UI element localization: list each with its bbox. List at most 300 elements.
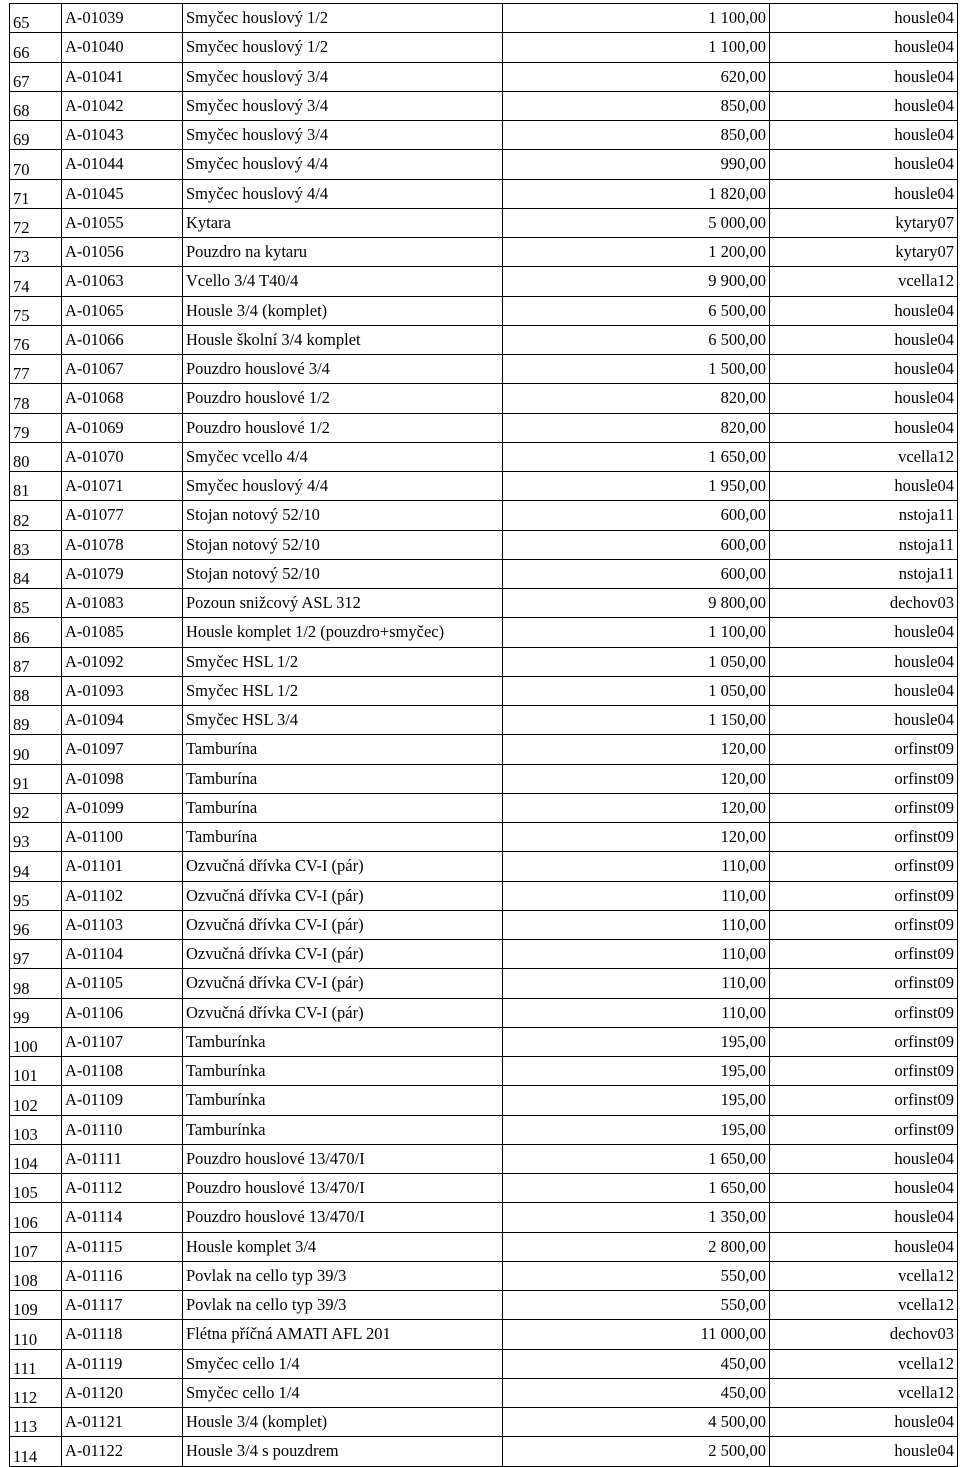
item-code-cell: A-01093: [62, 676, 183, 705]
table-row: [10, 91, 958, 120]
item-code-cell: A-01083: [62, 589, 183, 618]
item-name-cell: Ozvučná dřívka CV-I (pár): [183, 852, 503, 881]
item-code-cell: A-01043: [62, 121, 183, 150]
row-number-cell: 82: [10, 501, 62, 530]
category-cell: orfinst09: [770, 735, 958, 764]
item-name-cell: Pozoun snižcový ASL 312: [183, 589, 503, 618]
table-row: [10, 1261, 958, 1290]
item-name-cell: Smyčec vcello 4/4: [183, 442, 503, 471]
item-name-cell: Tamburína: [183, 764, 503, 793]
item-name-cell: Smyčec cello 1/4: [183, 1349, 503, 1378]
row-number-cell: 68: [10, 91, 62, 120]
item-name-cell: Tamburínka: [183, 1027, 503, 1056]
item-name-cell: Housle komplet 1/2 (pouzdro+smyčec): [183, 618, 503, 647]
category-cell: orfinst09: [770, 793, 958, 822]
price-cell: 120,00: [503, 764, 770, 793]
table-row: [10, 179, 958, 208]
row-number-cell: 105: [10, 1174, 62, 1203]
category-cell: housle04: [770, 618, 958, 647]
item-name-cell: Ozvučná dřívka CV-I (pár): [183, 998, 503, 1027]
table-row: [10, 1027, 958, 1056]
item-name-cell: Pouzdro houslové 13/470/I: [183, 1144, 503, 1173]
row-number-cell: 66: [10, 33, 62, 62]
row-number-cell: 87: [10, 647, 62, 676]
category-cell: housle04: [770, 1174, 958, 1203]
category-cell: vcella12: [770, 1378, 958, 1407]
table-row: [10, 355, 958, 384]
item-name-cell: Kytara: [183, 208, 503, 237]
row-number-cell: 113: [10, 1408, 62, 1437]
category-cell: orfinst09: [770, 764, 958, 793]
table-row: [10, 998, 958, 1027]
item-code-cell: A-01067: [62, 355, 183, 384]
item-code-cell: A-01079: [62, 559, 183, 588]
category-cell: housle04: [770, 62, 958, 91]
item-name-cell: Smyčec houslový 4/4: [183, 150, 503, 179]
row-number-cell: 96: [10, 910, 62, 939]
category-cell: orfinst09: [770, 881, 958, 910]
price-cell: 1 100,00: [503, 618, 770, 647]
item-name-cell: Smyčec houslový 4/4: [183, 179, 503, 208]
item-name-cell: Housle komplet 3/4: [183, 1232, 503, 1261]
price-cell: 120,00: [503, 793, 770, 822]
item-code-cell: A-01103: [62, 910, 183, 939]
item-name-cell: Tamburínka: [183, 1115, 503, 1144]
category-cell: housle04: [770, 1232, 958, 1261]
item-name-cell: Tamburínka: [183, 1057, 503, 1086]
item-name-cell: Povlak na cello typ 39/3: [183, 1291, 503, 1320]
category-cell: housle04: [770, 33, 958, 62]
category-cell: nstoja11: [770, 501, 958, 530]
price-cell: 2 500,00: [503, 1437, 770, 1466]
table-row: [10, 1378, 958, 1407]
item-name-cell: Smyčec HSL 3/4: [183, 706, 503, 735]
item-name-cell: Smyčec HSL 1/2: [183, 647, 503, 676]
item-code-cell: A-01040: [62, 33, 183, 62]
table-row: [10, 676, 958, 705]
item-code-cell: A-01045: [62, 179, 183, 208]
category-cell: orfinst09: [770, 940, 958, 969]
price-cell: 110,00: [503, 969, 770, 998]
row-number-cell: 95: [10, 881, 62, 910]
item-code-cell: A-01099: [62, 793, 183, 822]
table-row: [10, 764, 958, 793]
price-cell: 2 800,00: [503, 1232, 770, 1261]
item-name-cell: Tamburína: [183, 735, 503, 764]
price-cell: 110,00: [503, 998, 770, 1027]
item-name-cell: Povlak na cello typ 39/3: [183, 1261, 503, 1290]
item-name-cell: Tamburínka: [183, 1086, 503, 1115]
category-cell: orfinst09: [770, 998, 958, 1027]
item-name-cell: Flétna příčná AMATI AFL 201: [183, 1320, 503, 1349]
price-cell: 1 100,00: [503, 33, 770, 62]
row-number-cell: 107: [10, 1232, 62, 1261]
category-cell: vcella12: [770, 1291, 958, 1320]
row-number-cell: 72: [10, 208, 62, 237]
price-cell: 1 100,00: [503, 4, 770, 33]
row-number-cell: 98: [10, 969, 62, 998]
row-number-cell: 109: [10, 1291, 62, 1320]
category-cell: orfinst09: [770, 1086, 958, 1115]
row-number-cell: 65: [10, 4, 62, 33]
item-name-cell: Housle 3/4 s pouzdrem: [183, 1437, 503, 1466]
item-code-cell: A-01109: [62, 1086, 183, 1115]
item-name-cell: Stojan notový 52/10: [183, 530, 503, 559]
item-code-cell: A-01070: [62, 442, 183, 471]
table-row: [10, 852, 958, 881]
item-name-cell: Smyčec houslový 1/2: [183, 33, 503, 62]
table-row: [10, 1174, 958, 1203]
table-row: [10, 1320, 958, 1349]
item-name-cell: Smyčec HSL 1/2: [183, 676, 503, 705]
item-code-cell: A-01117: [62, 1291, 183, 1320]
table-row: [10, 208, 958, 237]
item-code-cell: A-01077: [62, 501, 183, 530]
category-cell: housle04: [770, 1203, 958, 1232]
row-number-cell: 89: [10, 706, 62, 735]
price-cell: 9 900,00: [503, 267, 770, 296]
item-code-cell: A-01055: [62, 208, 183, 237]
price-cell: 450,00: [503, 1378, 770, 1407]
category-cell: housle04: [770, 472, 958, 501]
table-row: [10, 150, 958, 179]
row-number-cell: 85: [10, 589, 62, 618]
row-number-cell: 88: [10, 676, 62, 705]
table-row: [10, 940, 958, 969]
row-number-cell: 112: [10, 1378, 62, 1407]
row-number-cell: 73: [10, 238, 62, 267]
table-row: [10, 735, 958, 764]
table-row: [10, 62, 958, 91]
item-code-cell: A-01056: [62, 238, 183, 267]
table-row: [10, 1115, 958, 1144]
category-cell: vcella12: [770, 1349, 958, 1378]
item-name-cell: Ozvučná dřívka CV-I (pár): [183, 969, 503, 998]
table-row: [10, 121, 958, 150]
item-name-cell: Pouzdro na kytaru: [183, 238, 503, 267]
item-name-cell: Smyčec houslový 3/4: [183, 121, 503, 150]
row-number-cell: 77: [10, 355, 62, 384]
row-number-cell: 103: [10, 1115, 62, 1144]
category-cell: orfinst09: [770, 823, 958, 852]
category-cell: housle04: [770, 1437, 958, 1466]
item-name-cell: Ozvučná dřívka CV-I (pár): [183, 881, 503, 910]
item-code-cell: A-01100: [62, 823, 183, 852]
table-row: [10, 1144, 958, 1173]
row-number-cell: 84: [10, 559, 62, 588]
item-code-cell: A-01108: [62, 1057, 183, 1086]
item-code-cell: A-01105: [62, 969, 183, 998]
table-row: [10, 647, 958, 676]
category-cell: housle04: [770, 4, 958, 33]
row-number-cell: 79: [10, 413, 62, 442]
category-cell: vcella12: [770, 267, 958, 296]
item-name-cell: Smyčec houslový 4/4: [183, 472, 503, 501]
price-cell: 1 200,00: [503, 238, 770, 267]
table-row: [10, 1232, 958, 1261]
row-number-cell: 70: [10, 150, 62, 179]
category-cell: dechov03: [770, 1320, 958, 1349]
table-row: [10, 910, 958, 939]
item-name-cell: Vcello 3/4 T40/4: [183, 267, 503, 296]
row-number-cell: 110: [10, 1320, 62, 1349]
item-code-cell: A-01115: [62, 1232, 183, 1261]
price-cell: 195,00: [503, 1086, 770, 1115]
price-cell: 4 500,00: [503, 1408, 770, 1437]
item-name-cell: Pouzdro houslové 13/470/I: [183, 1203, 503, 1232]
category-cell: nstoja11: [770, 559, 958, 588]
item-code-cell: A-01094: [62, 706, 183, 735]
price-cell: 600,00: [503, 530, 770, 559]
item-code-cell: A-01063: [62, 267, 183, 296]
table-row: [10, 1408, 958, 1437]
item-code-cell: A-01039: [62, 4, 183, 33]
item-code-cell: A-01098: [62, 764, 183, 793]
item-code-cell: A-01041: [62, 62, 183, 91]
item-code-cell: A-01068: [62, 384, 183, 413]
item-name-cell: Pouzdro houslové 13/470/I: [183, 1174, 503, 1203]
price-cell: 620,00: [503, 62, 770, 91]
item-name-cell: Pouzdro houslové 3/4: [183, 355, 503, 384]
category-cell: kytary07: [770, 208, 958, 237]
table-row: [10, 881, 958, 910]
table-row: [10, 1057, 958, 1086]
price-cell: 120,00: [503, 735, 770, 764]
price-cell: 1 050,00: [503, 647, 770, 676]
row-number-cell: 67: [10, 62, 62, 91]
category-cell: orfinst09: [770, 852, 958, 881]
item-name-cell: Stojan notový 52/10: [183, 501, 503, 530]
row-number-cell: 91: [10, 764, 62, 793]
category-cell: housle04: [770, 1408, 958, 1437]
category-cell: housle04: [770, 121, 958, 150]
row-number-cell: 80: [10, 442, 62, 471]
category-cell: orfinst09: [770, 969, 958, 998]
table-row: [10, 384, 958, 413]
price-cell: 1 350,00: [503, 1203, 770, 1232]
price-cell: 1 950,00: [503, 472, 770, 501]
price-cell: 110,00: [503, 940, 770, 969]
table-row: [10, 4, 958, 33]
row-number-cell: 83: [10, 530, 62, 559]
table-row: [10, 325, 958, 354]
item-code-cell: A-01118: [62, 1320, 183, 1349]
item-code-cell: A-01107: [62, 1027, 183, 1056]
row-number-cell: 78: [10, 384, 62, 413]
row-number-cell: 94: [10, 852, 62, 881]
item-name-cell: Housle 3/4 (komplet): [183, 1408, 503, 1437]
price-cell: 990,00: [503, 150, 770, 179]
category-cell: housle04: [770, 384, 958, 413]
item-code-cell: A-01078: [62, 530, 183, 559]
item-code-cell: A-01065: [62, 296, 183, 325]
price-cell: 195,00: [503, 1057, 770, 1086]
item-code-cell: A-01111: [62, 1144, 183, 1173]
category-cell: housle04: [770, 179, 958, 208]
category-cell: housle04: [770, 1144, 958, 1173]
price-cell: 120,00: [503, 823, 770, 852]
table-row: [10, 501, 958, 530]
item-name-cell: Smyčec cello 1/4: [183, 1378, 503, 1407]
price-cell: 9 800,00: [503, 589, 770, 618]
row-number-cell: 97: [10, 940, 62, 969]
row-number-cell: 90: [10, 735, 62, 764]
category-cell: kytary07: [770, 238, 958, 267]
price-cell: 195,00: [503, 1027, 770, 1056]
row-number-cell: 92: [10, 793, 62, 822]
item-name-cell: Ozvučná dřívka CV-I (pár): [183, 910, 503, 939]
table-row: [10, 1291, 958, 1320]
row-number-cell: 111: [10, 1349, 62, 1378]
item-code-cell: A-01092: [62, 647, 183, 676]
price-cell: 5 000,00: [503, 208, 770, 237]
price-cell: 850,00: [503, 121, 770, 150]
price-cell: 6 500,00: [503, 325, 770, 354]
table-row: [10, 793, 958, 822]
row-number-cell: 71: [10, 179, 62, 208]
category-cell: nstoja11: [770, 530, 958, 559]
price-cell: 110,00: [503, 852, 770, 881]
item-code-cell: A-01122: [62, 1437, 183, 1466]
category-cell: orfinst09: [770, 910, 958, 939]
category-cell: housle04: [770, 296, 958, 325]
item-code-cell: A-01085: [62, 618, 183, 647]
item-name-cell: Tamburína: [183, 793, 503, 822]
table-row: [10, 706, 958, 735]
item-code-cell: A-01116: [62, 1261, 183, 1290]
category-cell: housle04: [770, 706, 958, 735]
table-row: [10, 296, 958, 325]
row-number-cell: 76: [10, 325, 62, 354]
item-code-cell: A-01106: [62, 998, 183, 1027]
price-cell: 1 150,00: [503, 706, 770, 735]
item-name-cell: Smyčec houslový 1/2: [183, 4, 503, 33]
row-number-cell: 69: [10, 121, 62, 150]
row-number-cell: 86: [10, 618, 62, 647]
row-number-cell: 81: [10, 472, 62, 501]
category-cell: orfinst09: [770, 1027, 958, 1056]
price-cell: 1 650,00: [503, 442, 770, 471]
price-cell: 820,00: [503, 384, 770, 413]
item-code-cell: A-01044: [62, 150, 183, 179]
price-cell: 110,00: [503, 910, 770, 939]
category-cell: orfinst09: [770, 1057, 958, 1086]
row-number-cell: 99: [10, 998, 62, 1027]
table-row: [10, 589, 958, 618]
category-cell: housle04: [770, 413, 958, 442]
table-row: [10, 823, 958, 852]
item-code-cell: A-01097: [62, 735, 183, 764]
row-number-cell: 102: [10, 1086, 62, 1115]
price-cell: 850,00: [503, 91, 770, 120]
table-row: [10, 559, 958, 588]
category-cell: housle04: [770, 676, 958, 705]
table-row: [10, 238, 958, 267]
item-name-cell: Housle 3/4 (komplet): [183, 296, 503, 325]
item-name-cell: Smyčec houslový 3/4: [183, 62, 503, 91]
inventory-table-body: [10, 4, 958, 1467]
table-row: [10, 442, 958, 471]
item-code-cell: A-01121: [62, 1408, 183, 1437]
item-name-cell: Ozvučná dřívka CV-I (pár): [183, 940, 503, 969]
price-cell: 1 500,00: [503, 355, 770, 384]
item-code-cell: A-01069: [62, 413, 183, 442]
category-cell: orfinst09: [770, 1115, 958, 1144]
category-cell: housle04: [770, 150, 958, 179]
price-cell: 195,00: [503, 1115, 770, 1144]
item-code-cell: A-01119: [62, 1349, 183, 1378]
item-code-cell: A-01066: [62, 325, 183, 354]
category-cell: housle04: [770, 91, 958, 120]
item-code-cell: A-01112: [62, 1174, 183, 1203]
price-cell: 600,00: [503, 501, 770, 530]
price-cell: 6 500,00: [503, 296, 770, 325]
price-cell: 600,00: [503, 559, 770, 588]
item-code-cell: A-01120: [62, 1378, 183, 1407]
item-code-cell: A-01071: [62, 472, 183, 501]
table-row: [10, 969, 958, 998]
price-cell: 1 650,00: [503, 1144, 770, 1173]
item-code-cell: A-01104: [62, 940, 183, 969]
table-row: [10, 472, 958, 501]
row-number-cell: 101: [10, 1057, 62, 1086]
item-name-cell: Smyčec houslový 3/4: [183, 91, 503, 120]
item-name-cell: Tamburína: [183, 823, 503, 852]
price-cell: 1 650,00: [503, 1174, 770, 1203]
table-row: [10, 1437, 958, 1466]
row-number-cell: 104: [10, 1144, 62, 1173]
row-number-cell: 74: [10, 267, 62, 296]
category-cell: vcella12: [770, 1261, 958, 1290]
item-code-cell: A-01102: [62, 881, 183, 910]
table-row: [10, 530, 958, 559]
price-cell: 450,00: [503, 1349, 770, 1378]
row-number-cell: 100: [10, 1027, 62, 1056]
category-cell: dechov03: [770, 589, 958, 618]
row-number-cell: 93: [10, 823, 62, 852]
table-row: [10, 1349, 958, 1378]
table-row: [10, 33, 958, 62]
item-code-cell: A-01101: [62, 852, 183, 881]
category-cell: housle04: [770, 355, 958, 384]
item-name-cell: Housle školní 3/4 komplet: [183, 325, 503, 354]
table-row: [10, 618, 958, 647]
item-code-cell: A-01114: [62, 1203, 183, 1232]
row-number-cell: 75: [10, 296, 62, 325]
price-cell: 820,00: [503, 413, 770, 442]
item-code-cell: A-01042: [62, 91, 183, 120]
item-name-cell: Stojan notový 52/10: [183, 559, 503, 588]
row-number-cell: 108: [10, 1261, 62, 1290]
category-cell: housle04: [770, 647, 958, 676]
item-code-cell: A-01110: [62, 1115, 183, 1144]
category-cell: housle04: [770, 325, 958, 354]
item-name-cell: Pouzdro houslové 1/2: [183, 384, 503, 413]
table-row: [10, 267, 958, 296]
table-row: [10, 413, 958, 442]
price-cell: 110,00: [503, 881, 770, 910]
inventory-table: [9, 3, 958, 1467]
price-cell: 1 050,00: [503, 676, 770, 705]
price-cell: 550,00: [503, 1261, 770, 1290]
table-row: [10, 1203, 958, 1232]
price-cell: 1 820,00: [503, 179, 770, 208]
price-cell: 11 000,00: [503, 1320, 770, 1349]
item-name-cell: Pouzdro houslové 1/2: [183, 413, 503, 442]
price-cell: 550,00: [503, 1291, 770, 1320]
table-row: [10, 1086, 958, 1115]
row-number-cell: 106: [10, 1203, 62, 1232]
